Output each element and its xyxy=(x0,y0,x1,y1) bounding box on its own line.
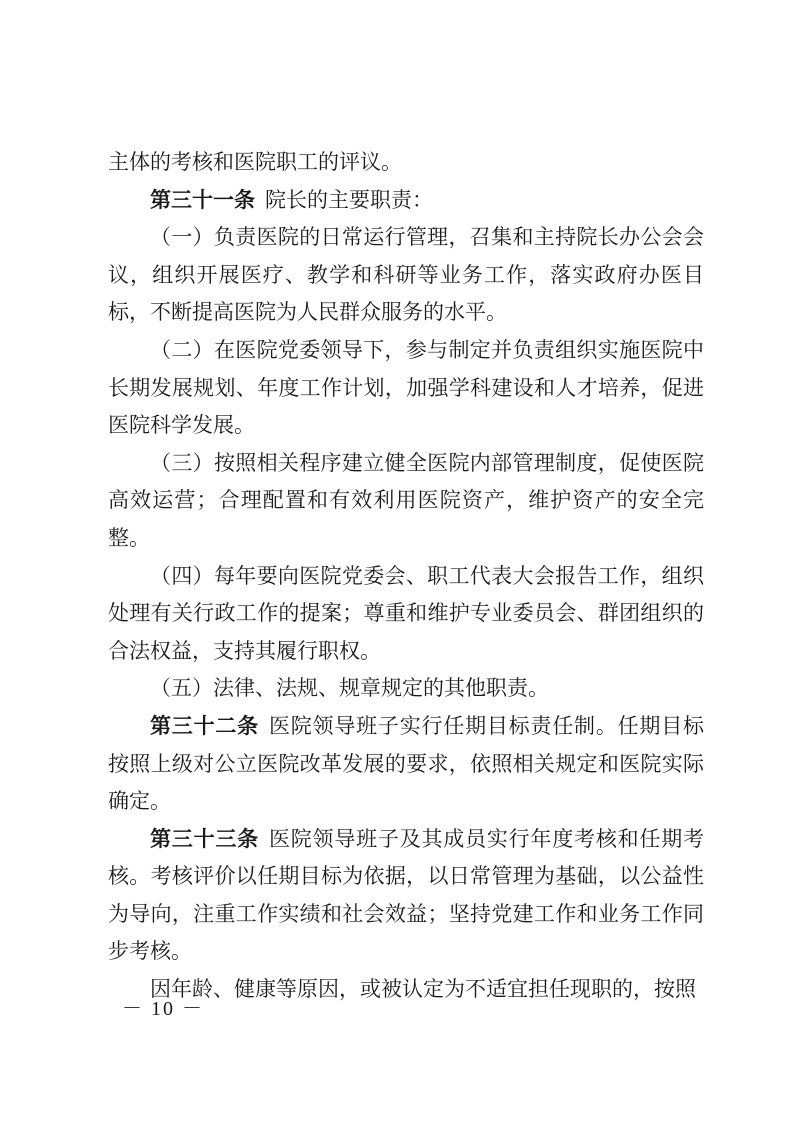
article-31-item-4: （四）每年要向医院党委会、职工代表大会报告工作，组织处理有关行政工作的提案；尊重和维护专业委员会、群团组织的合法权益，支持其履行职权。 xyxy=(108,563,704,663)
continuation-paragraph: 主体的考核和医院职工的评议。 xyxy=(108,150,402,174)
article-33 xyxy=(108,821,704,971)
article-31-item-3: （三）按照相关程序建立健全医院内部管理制度，促使医院高效运营；合理配置和有效利用医院资产，维护资产的安全完整。 xyxy=(108,450,704,550)
article-32 xyxy=(108,708,704,821)
article-31-text: 院长的主要职责： xyxy=(265,187,433,212)
article-33-text: 医院领导班子及其成员实行年度考核和任期考核。考核评价以任期目标为依据，以日常管理为基础，以公益性为导向，注重工作实绩和社会效益；坚持党建工作和业务工作同步考核。 xyxy=(108,826,705,964)
article-31 xyxy=(108,182,704,220)
article-32-heading: 第三十二条 xyxy=(150,713,259,738)
article-31-heading: 第三十一条 xyxy=(150,187,255,212)
article-32-text: 医院领导班子实行任期目标责任制。任期目标按照上级对公立医院改革发展的要求，依照相关规定和医院实际确定。 xyxy=(108,713,705,814)
final-paragraph: 因年龄、健康等原因，或被认定为不适宜担任现职的，按照 xyxy=(150,977,696,1002)
article-33-heading: 第三十三条 xyxy=(150,826,259,851)
article-31-item-2: （二）在医院党委领导下，参与制定并负责组织实施医院中长期发展规划、年度工作计划，加强学科建设和人才培养，促进医院科学发展。 xyxy=(108,337,704,438)
article-31-item-5: （五）法律、法规、规章规定的其他职责。 xyxy=(150,676,549,701)
page-number: － 10 － xyxy=(122,998,204,1020)
document-body xyxy=(108,144,704,1009)
article-31-item-1: （一）负责医院的日常运行管理，召集和主持院长办公会会议，组织开展医疗、教学和科研等业务工作，落实政府办医目标，不断提高医院为人民群众服务的水平。 xyxy=(108,225,704,325)
